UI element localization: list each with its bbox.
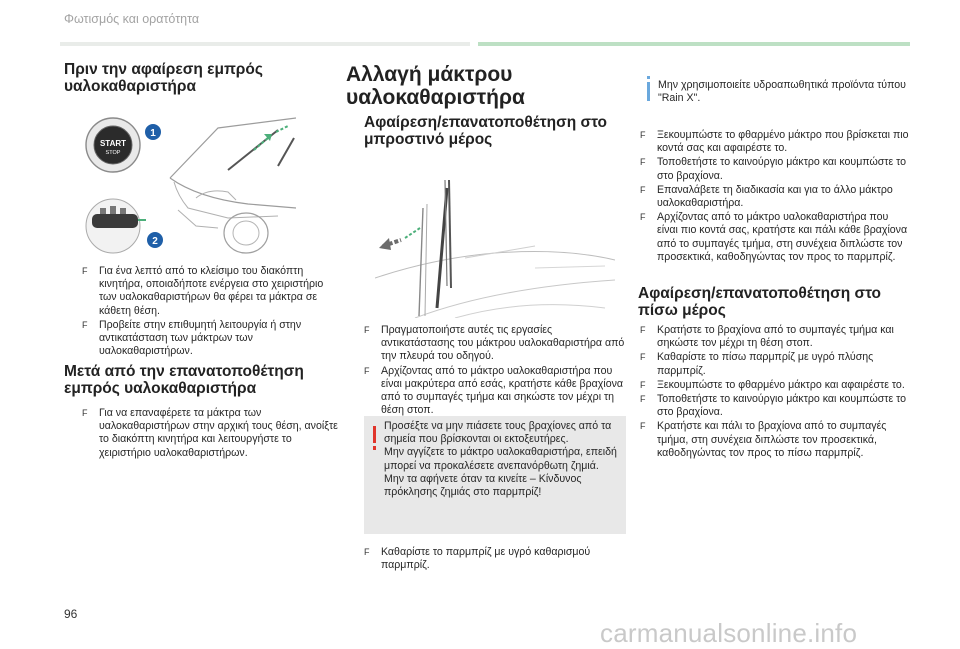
list-item: F Ξεκουμπώστε το φθαρμένο μάκτρο που βρίσκεται πιο κοντά σας και αφαιρέστε το. xyxy=(640,129,909,155)
list-item: F Κρατήστε το βραχίονα από το συμπαγές τμήμα και σηκώστε τον μέχρι τη θέση στοπ. xyxy=(640,324,894,350)
callout-2: 2 xyxy=(152,236,158,247)
before-removal-list xyxy=(82,265,342,359)
list-item: F Ξεκουμπώστε το φθαρμένο μάκτρο και αφαιρέστε το. xyxy=(640,378,905,391)
wiper-arm-illustration xyxy=(375,168,615,318)
warning-text: Προσέξτε να μην πιάσετε τους βραχίονες από τα σημεία που βρίσκονται οι εκτοξευτήρες. Μην αγγίζετε το μάκτρο υαλοκαθαριστήρα, επειδή μπορεί να προκαλέσετε ανεπανόρθωτη ζημιά. Μην τα αφήνετε όταν τα κινείτε – Κίνδυνος πρόκλησης ζημιάς στο παρμπρίζ! xyxy=(384,420,617,499)
info-icon xyxy=(647,82,650,101)
bullet-icon: F xyxy=(364,547,370,557)
list-item: F Προβείτε στην επιθυμητή λειτουργία ή στην αντικατάσταση των μάκτρων των υαλοκαθαριστήρων. xyxy=(82,318,302,358)
list-item: F Για να επαναφέρετε τα μάκτρα των υαλοκαθαριστήρων στην αρχική τους θέση, ανοίξτε το διακόπτη κινητήρα και λειτουργήστε το χειριστήριο υαλοκαθαριστήρων. xyxy=(82,407,338,459)
list-item: F Αρχίζοντας από το μάκτρο υαλοκαθαριστήρα που είναι πιο κοντά σας, κρατήστε και πάλι κάθε βραχίονα από το συμπαγές τμήμα, στη συνέχεια διπλώστε τον προσεκτικά, καθοδηγώντας τον προς το παρμπρίζ. xyxy=(640,211,908,263)
wiper-control-illustration xyxy=(78,108,296,256)
bullet-icon: F xyxy=(82,408,88,418)
bullet-icon: F xyxy=(640,379,646,390)
bullet-icon: F xyxy=(82,266,88,276)
section-header: Φωτισμός και ορατότητα xyxy=(64,12,200,26)
list-item: F Τοποθετήστε το καινούργιο μάκτρο και κουμπώστε το στο βραχίονα. xyxy=(640,156,907,182)
bullet-icon: F xyxy=(640,421,646,432)
info-box xyxy=(642,79,912,109)
list-item: F Για ένα λεπτό από το κλείσιμο του διακόπτη κινητήρα, οποιαδήποτε ενέργεια στο χειριστήριο των υαλοκαθαριστήρων θα φέρει τα μάκτρα σε κάθετη θέση. xyxy=(82,265,324,317)
callout-1: 1 xyxy=(150,128,156,139)
front-removal-list xyxy=(364,324,626,418)
heading-rear-removal: Αφαίρεση/επανατοποθέτηση στο πίσω μέρος xyxy=(638,285,882,319)
list-item: F Καθαρίστε το παρμπρίζ με υγρό καθαρισμού παρμπρίζ. xyxy=(364,546,591,572)
stop-label: STOP xyxy=(105,150,121,156)
page-number: 96 xyxy=(64,607,78,621)
warning-icon xyxy=(373,426,376,443)
list-item: F Τοποθετήστε το καινούργιο μάκτρο και κουμπώστε το στο βραχίονα. xyxy=(640,393,907,419)
bullet-icon: F xyxy=(364,365,370,376)
start-label: START xyxy=(99,139,127,148)
bullet-icon: F xyxy=(640,157,646,168)
list-item: F Καθαρίστε το πίσω παρμπρίζ με υγρό πλύσης παρμπρίζ. xyxy=(640,351,874,377)
heading-before-removal: Πριν την αφαίρεση εμπρός υαλοκαθαριστήρα xyxy=(64,61,263,95)
list-item: F Επαναλάβετε τη διαδικασία και για το άλλο μάκτρο υαλοκαθαριστήρα. xyxy=(640,183,893,210)
front-refit-list xyxy=(640,129,910,265)
after-refit-list xyxy=(82,407,344,461)
watermark: carmanualsonline.info xyxy=(600,618,858,648)
header-divider-right xyxy=(478,42,910,46)
clean-windscreen-list xyxy=(364,546,626,573)
bullet-icon: F xyxy=(640,394,646,405)
bullet-icon: F xyxy=(640,352,646,363)
info-text: Μην χρησιμοποιείτε υδροαπωθητικά προϊόντα τύπου "Rain X". xyxy=(658,79,906,105)
list-item: F Πραγματοποιήστε αυτές τις εργασίες αντικατάστασης του μάκτρου υαλοκαθαριστήρα από την πλευρά του οδηγού. xyxy=(364,324,625,363)
bullet-icon: F xyxy=(640,130,646,140)
bullet-icon: F xyxy=(364,325,370,335)
list-item: F Αρχίζοντας από το μάκτρο υαλοκαθαριστήρα που είναι μακρύτερα από εσάς, κρατήστε κάθε βραχίονα από το συμπαγές τμήμα και σηκώστε τον μέχρι τη θέση στοπ. xyxy=(364,364,624,417)
bullet-icon: F xyxy=(640,184,646,195)
rear-removal-list xyxy=(640,324,910,461)
bullet-icon: F xyxy=(640,212,646,223)
bullet-icon: F xyxy=(82,319,88,330)
list-item: F Κρατήστε και πάλι το βραχίονα από το συμπαγές τμήμα, στη συνέχεια διπλώστε τον προσεκτικά, καθοδηγώντας τον προς το πίσω παρμπρίζ. xyxy=(640,420,887,459)
heading-front-removal: Αφαίρεση/επανατοποθέτηση στο μπροστινό μέρος xyxy=(364,114,608,148)
warning-box xyxy=(364,416,626,534)
header-divider-left xyxy=(60,42,470,46)
heading-after-refit: Μετά από την επανατοποθέτηση εμπρός υαλοκαθαριστήρα xyxy=(64,363,304,397)
page-title: Αλλαγή μάκτρου υαλοκαθαριστήρα xyxy=(346,63,525,109)
bullet-icon: F xyxy=(640,325,646,335)
